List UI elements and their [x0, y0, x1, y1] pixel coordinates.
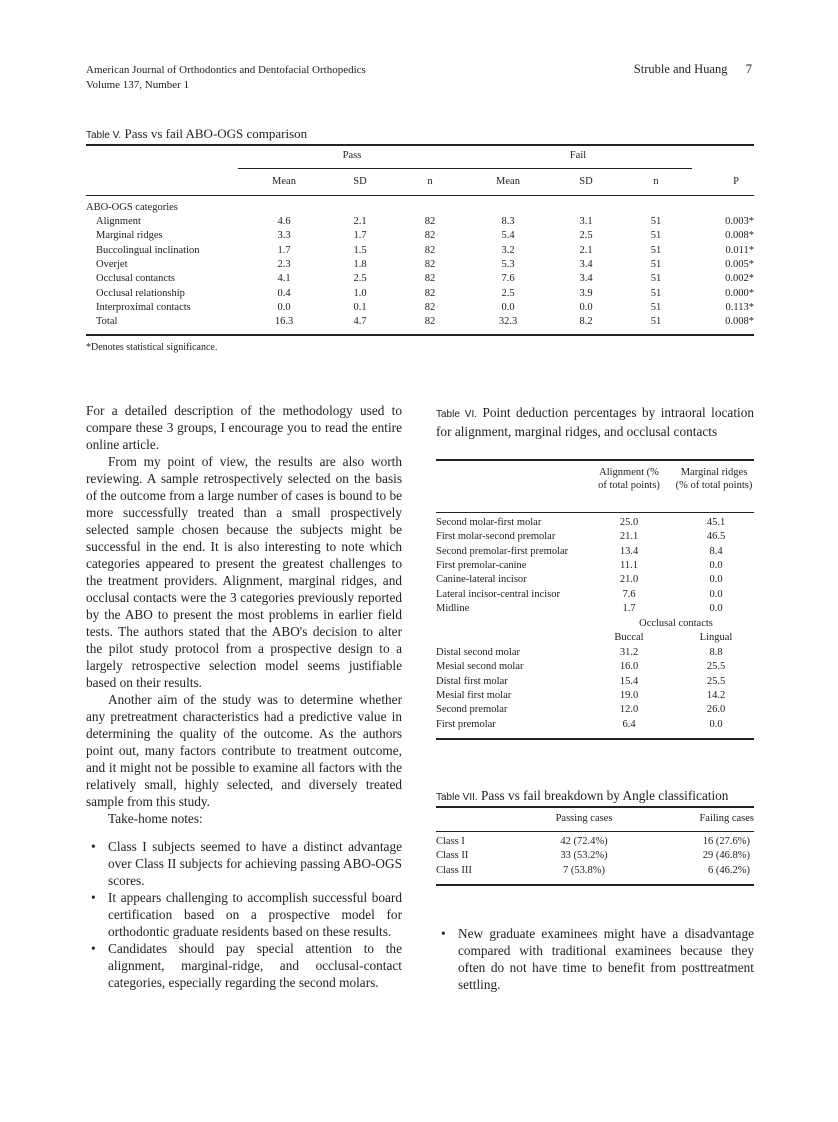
table-row — [436, 647, 754, 661]
table-row — [436, 719, 754, 733]
cell-value: 0.008* — [725, 316, 754, 328]
journal-name: American Journal of Orthodontics and Dentofacial Orthopedics — [86, 64, 366, 76]
table7-title: Pass vs fail breakdown by Angle classification — [481, 788, 729, 803]
journal-header — [86, 63, 366, 93]
cell-value: 82 — [424, 258, 436, 270]
table-row — [436, 589, 754, 603]
table-row — [436, 546, 754, 560]
row-label: Buccolingual inclination — [96, 244, 200, 256]
col-mean-pass: Mean — [272, 176, 296, 187]
table-row — [86, 216, 754, 230]
table7-col-failing: Failing cases — [699, 813, 754, 824]
cell-value: 51 — [650, 258, 662, 270]
cell-value: 31.2 — [619, 647, 639, 658]
row-label: Class I — [436, 836, 465, 847]
table7-bottom-rule — [436, 884, 754, 886]
table-row — [86, 288, 754, 302]
table-row — [86, 302, 754, 316]
col-n-pass: n — [427, 176, 433, 187]
table-row — [86, 316, 754, 330]
cell-value: 0.0 — [277, 301, 291, 313]
table6-bottom-rule — [436, 738, 754, 740]
paragraph-pretreatment: Another aim of the study was to determine whether any pretreatment characteristics had a predictive value in determining the quality of the outcome. As the authors point out, many factors contribute to treatment outcome, and it might not be possible to examine all factors with the relatively small, highly selected, and diversely treated sample from this study. — [86, 692, 402, 809]
cell-value: 3.4 — [579, 273, 593, 285]
row-label: Interproximal contacts — [96, 301, 191, 313]
cell-value: 1.7 — [353, 230, 367, 242]
table6-top-rule — [436, 459, 754, 461]
cell-value: 3.2 — [501, 244, 515, 256]
table7-label: Table VII. — [436, 792, 478, 803]
cell-value: 8.8 — [709, 647, 723, 658]
table-row — [436, 850, 754, 864]
table7-col-passing: Passing cases — [555, 813, 613, 824]
table5-footnote: *Denotes statistical significance. — [86, 342, 218, 353]
take-home-list — [86, 838, 402, 991]
cell-value: 3.9 — [579, 287, 593, 299]
cell-value: 8.3 — [501, 216, 515, 227]
table7-header-rule — [436, 831, 754, 832]
cell-value: 0.0 — [579, 301, 593, 313]
paragraph-methodology: For a detailed description of the methodology used to compare these 3 groups, I encourage you to read the entire online article. — [86, 403, 402, 452]
cell-value: 51 — [650, 216, 662, 227]
cell-value: 0.002* — [725, 273, 754, 285]
cell-value: 5.4 — [501, 230, 515, 242]
row-label: Class III — [436, 864, 472, 876]
list-item: • Candidates should pay special attention to the alignment, marginal-ridge, and occlusal-contact categories, especially regarding the second molars. — [91, 941, 402, 990]
cell-value: 51 — [650, 316, 662, 328]
table7-caption — [436, 788, 728, 806]
table-row — [436, 836, 754, 850]
cell-value: 3.3 — [277, 230, 291, 242]
cell-value: 15.4 — [619, 675, 639, 687]
row-label: Class II — [436, 850, 469, 862]
table5-group-fail: Fail — [569, 150, 587, 161]
cell-value: 51 — [650, 287, 662, 299]
table5-title: Pass vs fail ABO-OGS comparison — [124, 126, 308, 141]
table-row — [436, 574, 754, 588]
table6-header-rule — [436, 512, 754, 513]
table-row — [436, 865, 754, 879]
cell-value: 0.0 — [709, 718, 723, 730]
cell-value: 0.005* — [725, 258, 754, 270]
cell-value: 33 (53.2%) — [560, 850, 608, 862]
page-header-right — [634, 62, 752, 77]
cell-value: 82 — [424, 230, 436, 242]
cell-value: 4.1 — [277, 273, 291, 285]
row-label: First molar-second premolar — [436, 531, 556, 543]
cell-value: 1.0 — [353, 287, 367, 299]
cell-value: 21.0 — [619, 574, 639, 586]
row-label: Marginal ridges — [96, 230, 163, 242]
cell-value: 2.5 — [579, 230, 593, 242]
row-label: Distal second molar — [436, 647, 520, 658]
cell-value: 0.000* — [725, 287, 754, 299]
table5-section: ABO-OGS categories — [86, 202, 178, 213]
row-label: First premolar — [436, 718, 496, 730]
cell-value: 6 (46.2%) — [708, 864, 750, 876]
row-label: Occlusal relationship — [96, 287, 185, 299]
cell-value: 1.7 — [622, 602, 636, 614]
table-row — [436, 661, 754, 675]
row-label: Second molar-first molar — [436, 517, 542, 528]
row-label: Canine-lateral incisor — [436, 574, 527, 586]
table6-col-buccal: Buccal — [614, 632, 644, 643]
cell-value: 0.0 — [709, 559, 723, 571]
journal-volume: Volume 137, Number 1 — [86, 79, 190, 91]
cell-value: 82 — [424, 316, 436, 328]
cell-value: 0.011* — [725, 244, 754, 256]
row-label: Alignment — [96, 216, 141, 227]
cell-value: 45.1 — [706, 517, 726, 528]
cell-value: 3.4 — [579, 258, 593, 270]
table-row — [86, 273, 754, 287]
cell-value: 4.6 — [277, 216, 291, 227]
table5-group-pass: Pass — [342, 150, 362, 161]
cell-value: 82 — [424, 244, 436, 256]
table-row — [86, 259, 754, 273]
cell-value: 21.1 — [619, 531, 639, 543]
table5-fail-rule — [464, 168, 692, 169]
cell-value: 25.5 — [706, 675, 726, 687]
table6-col-lingual: Lingual — [699, 632, 733, 643]
row-label: Distal first molar — [436, 675, 508, 687]
row-label: First premolar-canine — [436, 559, 527, 571]
row-label: Second premolar-first premolar — [436, 545, 569, 557]
cell-value: 6.4 — [622, 718, 636, 730]
cell-value: 16.0 — [619, 661, 639, 673]
cell-value: 0.003* — [725, 216, 754, 227]
table5-caption — [86, 126, 307, 144]
table6-caption — [436, 404, 754, 440]
cell-value: 25.0 — [619, 517, 639, 528]
list-item: • It appears challenging to accomplish successful board certification based on a prospective model for orthodontic graduate residents based on these results. — [91, 890, 402, 939]
cell-value: 0.0 — [709, 588, 723, 600]
cell-value: 2.3 — [277, 258, 291, 270]
row-label: Total — [96, 316, 118, 328]
take-home-heading: Take-home notes: — [108, 811, 203, 826]
table-row — [436, 676, 754, 690]
cell-value: 51 — [650, 273, 662, 285]
table6-col-alignment: Alignment (% of total points) — [598, 467, 660, 491]
authors: Struble and Huang — [633, 62, 728, 76]
cell-value: 0.113* — [725, 301, 754, 313]
table-row — [436, 531, 754, 545]
cell-value: 25.5 — [706, 661, 726, 673]
table6-label: Table VI. — [436, 409, 478, 420]
table5-label: Table V. — [86, 130, 122, 141]
cell-value: 82 — [424, 273, 436, 285]
cell-value: 82 — [424, 216, 436, 227]
cell-value: 16.3 — [274, 316, 294, 328]
table6-title: Point deduction percentages by intraoral location for alignment, marginal ridges, and occlusal contacts — [436, 405, 754, 439]
cell-value: 12.0 — [619, 704, 639, 716]
table5-bottom-rule — [86, 334, 754, 336]
cell-value: 4.7 — [353, 316, 367, 328]
row-label: Mesial first molar — [436, 689, 512, 701]
cell-value: 0.0 — [501, 301, 515, 313]
table7-header — [436, 813, 754, 827]
cell-value: 46.5 — [706, 531, 726, 543]
table5-pass-rule — [238, 168, 466, 169]
right-bullet-list — [436, 925, 754, 993]
list-item: • Class I subjects seemed to have a distinct advantage over Class II subjects for achieving passing ABO-OGS scores. — [91, 839, 402, 888]
table6-header — [436, 466, 754, 510]
cell-value: 1.5 — [353, 244, 367, 256]
row-label: Overjet — [96, 258, 128, 270]
table6-col-marginal: Marginal ridges (% of total points) — [675, 467, 753, 491]
col-mean-fail: Mean — [496, 176, 520, 187]
cell-value: 7 (53.8%) — [563, 864, 605, 876]
table5-column-headers — [86, 176, 754, 190]
cell-value: 51 — [650, 244, 662, 256]
cell-value: 42 (72.4%) — [560, 836, 608, 847]
table-row — [86, 230, 754, 244]
table-row — [436, 517, 754, 531]
cell-value: 8.4 — [709, 545, 723, 557]
cell-value: 0.0 — [709, 574, 723, 586]
table7-top-rule — [436, 806, 754, 808]
cell-value: 2.1 — [353, 216, 367, 227]
cell-value: 51 — [650, 301, 662, 313]
row-label: Second premolar — [436, 704, 508, 716]
cell-value: 7.6 — [501, 273, 515, 285]
cell-value: 26.0 — [706, 704, 726, 716]
cell-value: 7.6 — [622, 588, 636, 600]
cell-value: 8.2 — [579, 316, 593, 328]
cell-value: 1.8 — [353, 258, 367, 270]
table-row — [436, 560, 754, 574]
cell-value: 2.1 — [579, 244, 593, 256]
cell-value: 19.0 — [619, 689, 639, 701]
cell-value: 0.4 — [277, 287, 291, 299]
table5-header-rule — [86, 195, 754, 196]
cell-value: 1.7 — [277, 244, 291, 256]
row-label: Lateral incisor-central incisor — [436, 588, 560, 600]
page-number: 7 — [745, 62, 752, 76]
row-label: Mesial second molar — [436, 661, 524, 673]
cell-value: 0.008* — [725, 230, 754, 242]
cell-value: 82 — [424, 301, 436, 313]
cell-value: 13.4 — [619, 545, 639, 557]
list-item: • New graduate examinees might have a disadvantage compared with traditional examinees because they often do not have time to benefit from posttreatment settling. — [441, 926, 754, 992]
cell-value: 32.3 — [498, 316, 518, 328]
table5-top-rule — [86, 144, 754, 146]
cell-value: 51 — [650, 230, 662, 242]
table-row — [436, 690, 754, 704]
paragraph-results: From my point of view, the results are also worth reviewing. A sample retrospectively selected on the basis of the outcome from a large number of cases is bound to be more successfully treated than a small prospectively selected sample chosen because the subjects might be successful in the end. It is also interesting to note which categories appeared to present the greatest challenges to the treatment providers. Alignment, marginal ridges, and occlusal contacts were the 3 categories previously reported by the ABO to present the most problems in earlier field tests. The authors stated that the ABO's decision to alter the pilot study protocol from a prospective design to a largely retrospective selection model seems justifiable based on their results. — [86, 454, 402, 690]
row-label: Midline — [436, 602, 470, 614]
cell-value: 14.2 — [706, 689, 726, 701]
cell-value: 11.1 — [620, 559, 638, 571]
cell-value: 82 — [424, 287, 436, 299]
col-n-fail: n — [653, 176, 659, 187]
cell-value: 0.0 — [709, 602, 723, 614]
col-sd-fail: SD — [579, 176, 593, 187]
cell-value: 2.5 — [353, 273, 367, 285]
cell-value: 0.1 — [353, 301, 367, 313]
row-label: Occlusal contancts — [96, 273, 176, 285]
cell-value: 3.1 — [579, 216, 593, 227]
left-column-text — [86, 402, 402, 827]
table-row — [436, 704, 754, 718]
col-sd-pass: SD — [353, 176, 367, 187]
cell-value: 2.5 — [501, 287, 515, 299]
table6-subheader — [436, 632, 754, 646]
table-row — [436, 603, 754, 617]
table6-subhead: Occlusal contacts — [639, 618, 713, 629]
cell-value: 5.3 — [501, 258, 515, 270]
cell-value: 16 (27.6%) — [702, 836, 750, 847]
col-p: P — [733, 176, 739, 187]
table-row — [86, 245, 754, 259]
cell-value: 29 (46.8%) — [702, 850, 750, 862]
